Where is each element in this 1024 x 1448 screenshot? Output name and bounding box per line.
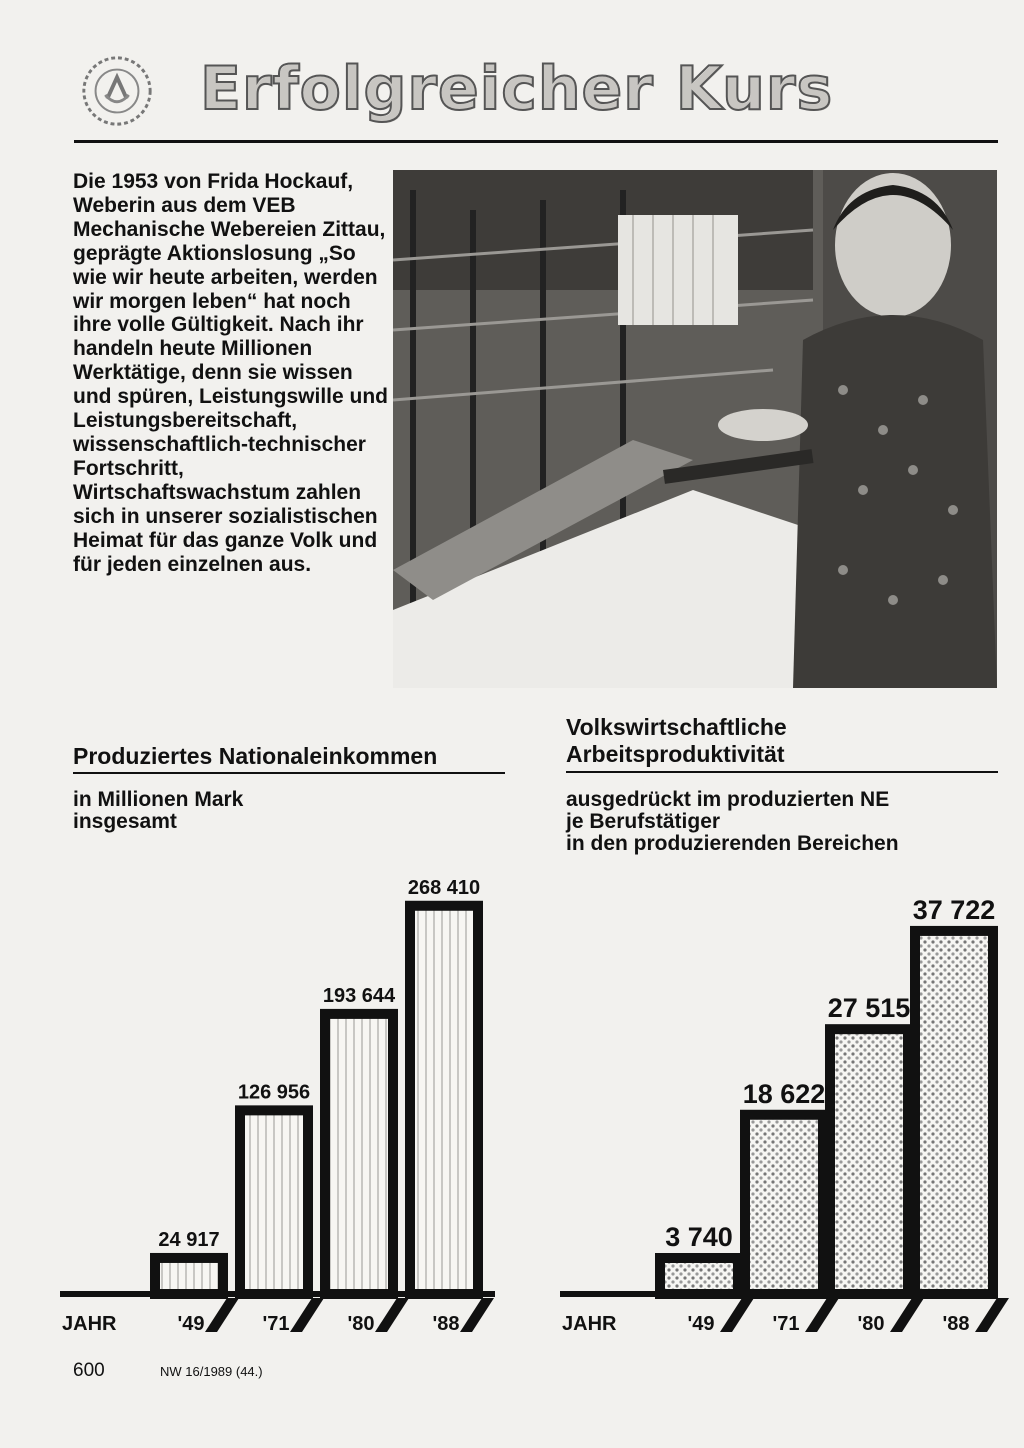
chart-2-title-rule <box>566 771 998 773</box>
bar-2 <box>830 1029 908 1294</box>
bar-0 <box>155 1258 223 1294</box>
chart-1-title-rule <box>73 772 505 774</box>
value-label-0: 24 917 <box>158 1228 220 1251</box>
year-tick-0 <box>720 1298 754 1332</box>
value-label-2: 193 644 <box>322 984 396 1007</box>
category-label-3: '88 <box>432 1313 460 1335</box>
x-axis-label: JAHR <box>62 1313 117 1335</box>
category-label-0: '49 <box>687 1313 715 1335</box>
category-label-1: '71 <box>772 1313 800 1335</box>
value-label-3: 268 410 <box>407 876 481 899</box>
chart-2-title <box>566 714 986 768</box>
year-tick-1 <box>290 1298 324 1332</box>
value-label-3: 37 722 <box>912 894 996 925</box>
bar-1 <box>240 1110 308 1294</box>
chart-2-title-text: Volkswirtschaftliche Arbeitsproduktivität <box>566 714 787 767</box>
category-label-2: '80 <box>857 1313 885 1335</box>
state-emblem-icon <box>78 52 156 130</box>
year-tick-2 <box>890 1298 924 1332</box>
value-label-2: 27 515 <box>827 993 911 1024</box>
chart-1-subtitle: in Millionen Mark insgesamt <box>73 788 244 833</box>
bar-0 <box>660 1258 738 1294</box>
chart-1-title: Produziertes Nationaleinkommen <box>73 743 438 769</box>
bar-1 <box>745 1115 823 1294</box>
year-tick-2 <box>375 1298 409 1332</box>
category-label-1: '71 <box>262 1313 290 1335</box>
year-tick-1 <box>805 1298 839 1332</box>
bar-3 <box>410 906 478 1294</box>
value-label-1: 126 956 <box>237 1081 311 1104</box>
page-headline: Erfolgreicher Kurs <box>200 54 834 124</box>
bar-3 <box>915 931 993 1294</box>
x-axis-label: JAHR <box>562 1313 617 1335</box>
headline-rule <box>74 140 998 143</box>
year-tick-3 <box>975 1298 1009 1332</box>
intro-text: Die 1953 von Frida Hockauf, Weberin aus dem VEB Mechanische Webereien Zittau, geprägte Aktionslosung „So wie wir heute arbeiten, werden wir morgen leben“ hat noch ihre volle Gültigkeit. Nach ihr handeln heute Millionen Werktätige, denn sie wissen und spüren, Leistungswille und Leistungsbereitschaft, wissenschaftlich-technischer Fortschritt, Wirtschaftswachstum zahlen sich in unserer sozialistischen Heimat für das ganze Volk und für jeden einzelnen aus. <box>73 170 389 576</box>
national-income-chart <box>55 840 510 1340</box>
productivity-chart <box>555 860 1010 1340</box>
value-label-0: 3 740 <box>665 1222 733 1253</box>
year-tick-3 <box>460 1298 494 1332</box>
bar-2 <box>325 1014 393 1294</box>
category-label-2: '80 <box>347 1313 375 1335</box>
issue-reference: NW 16/1989 (44.) <box>160 1364 263 1379</box>
chart-2-subtitle: ausgedrückt im produzierten NE je Berufstätiger in den produzierenden Bereichen <box>566 788 899 855</box>
year-tick-0 <box>205 1298 239 1332</box>
page-number: 600 <box>73 1360 105 1381</box>
category-label-0: '49 <box>177 1313 205 1335</box>
category-label-3: '88 <box>942 1313 970 1335</box>
weaver-photo <box>393 170 997 688</box>
value-label-1: 18 622 <box>742 1078 826 1109</box>
